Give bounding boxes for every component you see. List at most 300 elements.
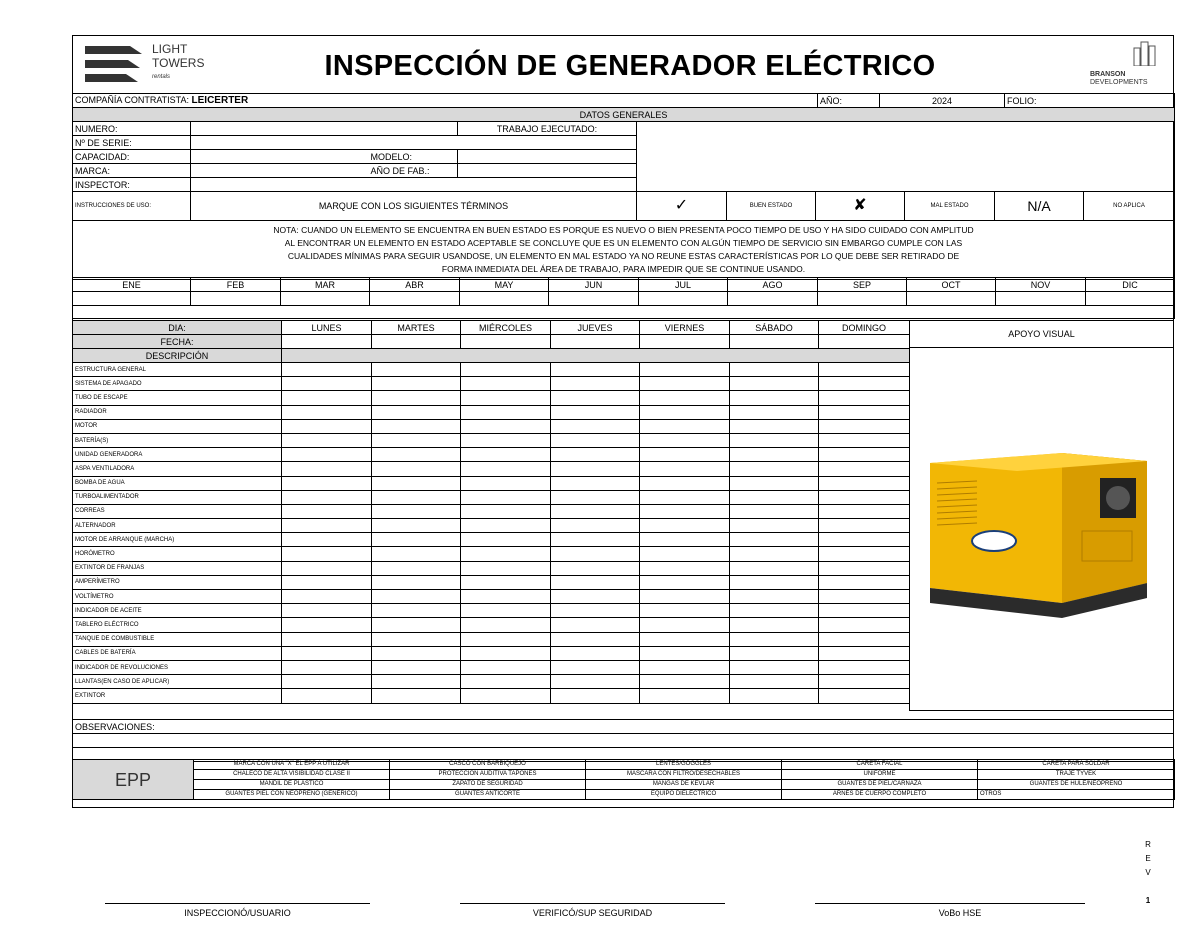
check-cell[interactable] <box>372 363 461 377</box>
check-cell[interactable] <box>372 632 461 646</box>
epp-item[interactable]: GUANTES ANTICORTE <box>390 790 586 800</box>
check-cell[interactable] <box>551 547 640 561</box>
inspection-row <box>73 519 910 533</box>
check-cell[interactable] <box>461 604 551 618</box>
light-towers-logo-mark <box>80 40 150 88</box>
month-cell[interactable] <box>549 292 639 306</box>
trabajo-label: TRABAJO EJECUTADO: <box>458 122 637 136</box>
note-line-1: NOTA: CUANDO UN ELEMENTO SE ENCUENTRA EN BUEN ESTADO ES PORQUE ES NUEVO O BIEN PRESENTA POCO TIEMPO DE USO Y HA SIDO CUIDADO CON AMPLITUD <box>273 225 974 235</box>
inspection-row <box>73 462 910 476</box>
check-cell[interactable] <box>819 519 910 533</box>
epp-label: EPP <box>73 760 194 800</box>
check-cell[interactable] <box>551 604 640 618</box>
epp-item[interactable]: GUANTES PIEL CON NEOPRENO (GENÉRICO) <box>194 790 390 800</box>
check-cell[interactable] <box>640 590 730 604</box>
check-cell[interactable] <box>461 660 551 674</box>
check-cell[interactable] <box>819 391 910 405</box>
item-label: VOLTÍMETRO <box>73 590 282 604</box>
check-cell[interactable] <box>640 660 730 674</box>
check-cell[interactable] <box>730 391 819 405</box>
datos-generales-table <box>72 107 1175 192</box>
epp-row <box>73 780 1175 790</box>
month-header: JUL <box>639 278 728 292</box>
check-cell[interactable] <box>372 433 461 447</box>
check-cell[interactable] <box>819 377 910 391</box>
month-header: JUN <box>549 278 639 292</box>
check-cell[interactable] <box>282 632 372 646</box>
check-cell[interactable] <box>819 561 910 575</box>
check-cell[interactable] <box>282 476 372 490</box>
check-cell[interactable] <box>819 675 910 689</box>
check-cell[interactable] <box>461 632 551 646</box>
check-cell[interactable] <box>461 675 551 689</box>
item-label: ASPA VENTILADORA <box>73 462 282 476</box>
date-cell[interactable] <box>461 335 551 349</box>
folio-label: FOLIO: <box>1005 94 1175 108</box>
check-cell[interactable] <box>819 660 910 674</box>
observaciones-table <box>72 719 1174 762</box>
check-cell[interactable] <box>730 419 819 433</box>
check-cell[interactable] <box>640 448 730 462</box>
check-cell[interactable] <box>461 391 551 405</box>
check-cell[interactable] <box>372 448 461 462</box>
item-label: INDICADOR DE ACEITE <box>73 604 282 618</box>
check-cell[interactable] <box>819 419 910 433</box>
check-cell[interactable] <box>819 547 910 561</box>
company-cell <box>73 94 818 108</box>
numero-field[interactable] <box>191 122 458 136</box>
check-cell[interactable] <box>819 618 910 632</box>
serie-label: Nº DE SERIE: <box>73 136 191 150</box>
date-cell[interactable] <box>551 335 640 349</box>
check-cell[interactable] <box>551 575 640 589</box>
note-line-2: AL ENCONTRAR UN ELEMENTO EN ESTADO ACEPTABLE SE CONCLUYE QUE ES UN ELEMENTO CON ALGÚN TIEMPO DE SERVICIO SIN EMBARGO CUMPLE CON LAS <box>284 238 963 248</box>
check-cell[interactable] <box>461 689 551 703</box>
inspection-row <box>73 363 910 377</box>
year-label: AÑO: <box>818 94 880 108</box>
check-cell[interactable] <box>282 561 372 575</box>
serie-field[interactable] <box>191 136 637 150</box>
check-cell[interactable] <box>640 675 730 689</box>
company-value[interactable]: LEICERTER <box>191 95 249 106</box>
check-cell[interactable] <box>730 604 819 618</box>
check-cell[interactable] <box>640 476 730 490</box>
check-cell[interactable] <box>461 590 551 604</box>
epp-item[interactable]: MASCARA CON FILTRO/DESECHABLES <box>586 770 782 780</box>
month-cell[interactable] <box>73 292 191 306</box>
check-cell[interactable] <box>372 405 461 419</box>
numero-label: NUMERO: <box>73 122 191 136</box>
check-cell[interactable] <box>730 363 819 377</box>
month-header: ENE <box>73 278 191 292</box>
check-cell[interactable] <box>730 547 819 561</box>
datos-section-header: DATOS GENERALES <box>73 108 1175 122</box>
check-cell[interactable] <box>461 448 551 462</box>
check-cell[interactable] <box>819 405 910 419</box>
observaciones-label: OBSERVACIONES: <box>73 720 1174 734</box>
check-cell[interactable] <box>282 490 372 504</box>
epp-row <box>73 790 1175 800</box>
check-cell[interactable] <box>372 490 461 504</box>
epp-table <box>72 759 1175 800</box>
logo-left-line2: TOWERS <box>152 56 205 70</box>
item-label: CABLES DE BATERÍA <box>73 646 282 660</box>
check-cell[interactable] <box>640 462 730 476</box>
check-cell[interactable] <box>640 377 730 391</box>
check-cell[interactable] <box>461 490 551 504</box>
check-cell[interactable] <box>819 433 910 447</box>
logo-left-line1: LIGHT <box>152 42 188 56</box>
item-label: UNIDAD GENERADORA <box>73 448 282 462</box>
month-cell[interactable] <box>818 292 907 306</box>
inspection-row <box>73 632 910 646</box>
generator-image <box>922 443 1152 623</box>
check-cell[interactable] <box>372 391 461 405</box>
check-cell[interactable] <box>819 448 910 462</box>
check-cell[interactable] <box>730 590 819 604</box>
modelo-field[interactable] <box>458 150 637 164</box>
check-cell[interactable] <box>372 462 461 476</box>
check-cell[interactable] <box>372 689 461 703</box>
check-cell[interactable] <box>640 490 730 504</box>
inspection-row <box>73 490 910 504</box>
check-cell[interactable] <box>461 405 551 419</box>
epp-item[interactable]: UNIFORME <box>782 770 978 780</box>
inspection-row <box>73 646 910 660</box>
check-cell[interactable] <box>461 618 551 632</box>
check-cell[interactable] <box>551 476 640 490</box>
check-cell[interactable] <box>640 519 730 533</box>
check-cell[interactable] <box>282 575 372 589</box>
check-cell[interactable] <box>640 433 730 447</box>
check-cell[interactable] <box>730 504 819 518</box>
check-cell[interactable] <box>819 476 910 490</box>
check-cell[interactable] <box>819 504 910 518</box>
check-cell[interactable] <box>640 419 730 433</box>
rev-number: 1 <box>1145 896 1151 905</box>
check-cell[interactable] <box>282 590 372 604</box>
epp-item[interactable]: CARETA PARA SOLDAR <box>978 760 1175 770</box>
check-cell[interactable] <box>730 660 819 674</box>
check-cell[interactable] <box>461 575 551 589</box>
page-title: INSPECCIÓN DE GENERADOR ELÉCTRICO <box>324 50 936 82</box>
check-cell[interactable] <box>551 377 640 391</box>
check-cell[interactable] <box>461 476 551 490</box>
epp-item[interactable]: EQUIPO DIELÉCTRICO <box>586 790 782 800</box>
month-cell[interactable] <box>907 292 996 306</box>
month-cell[interactable] <box>191 292 281 306</box>
epp-item[interactable]: CHALECO DE ALTA VISIBILIDAD CLASE II <box>194 770 390 780</box>
check-cell[interactable] <box>282 547 372 561</box>
check-cell[interactable] <box>819 646 910 660</box>
check-cell[interactable] <box>730 433 819 447</box>
inspector-field[interactable] <box>191 178 637 192</box>
check-cell[interactable] <box>819 590 910 604</box>
check-cell[interactable] <box>730 476 819 490</box>
check-cell[interactable] <box>461 377 551 391</box>
item-label: CORREAS <box>73 504 282 518</box>
epp-item[interactable]: GUANTES DE PIEL/CARNAZA <box>782 780 978 790</box>
check-cell[interactable] <box>372 547 461 561</box>
epp-item[interactable]: MARCA CON UNA "X" EL EPP A UTILIZAR <box>194 760 390 770</box>
check-cell[interactable] <box>819 533 910 547</box>
check-cell[interactable] <box>730 448 819 462</box>
check-cell[interactable] <box>730 462 819 476</box>
check-cell[interactable] <box>640 391 730 405</box>
capacidad-field[interactable] <box>191 150 369 164</box>
date-cell[interactable] <box>730 335 819 349</box>
month-cell[interactable] <box>728 292 818 306</box>
check-cell[interactable] <box>461 433 551 447</box>
check-cell[interactable] <box>730 689 819 703</box>
month-header: MAR <box>281 278 370 292</box>
check-cell[interactable] <box>551 618 640 632</box>
check-cell[interactable] <box>372 675 461 689</box>
check-cell[interactable] <box>551 660 640 674</box>
month-header: DIC <box>1086 278 1175 292</box>
check-cell[interactable] <box>551 590 640 604</box>
check-cell[interactable] <box>730 561 819 575</box>
check-cell[interactable] <box>730 490 819 504</box>
check-cell[interactable] <box>372 519 461 533</box>
dia-label: DIA: <box>73 321 282 335</box>
check-cell[interactable] <box>461 419 551 433</box>
check-cell[interactable] <box>551 391 640 405</box>
check-cell[interactable] <box>551 675 640 689</box>
check-cell[interactable] <box>819 604 910 618</box>
check-cell[interactable] <box>819 363 910 377</box>
check-cell[interactable] <box>372 377 461 391</box>
check-cell[interactable] <box>551 363 640 377</box>
inspection-row <box>73 590 910 604</box>
instructions-label: INSTRUCCIONES DE USO: <box>73 192 191 221</box>
check-cell[interactable] <box>282 419 372 433</box>
check-cell[interactable] <box>282 689 372 703</box>
check-cell[interactable] <box>640 646 730 660</box>
check-cell[interactable] <box>372 533 461 547</box>
check-cell[interactable] <box>730 533 819 547</box>
inspection-row <box>73 618 910 632</box>
check-cell[interactable] <box>730 675 819 689</box>
check-icon: ✓ <box>637 192 727 221</box>
check-cell[interactable] <box>461 504 551 518</box>
check-cell[interactable] <box>461 363 551 377</box>
month-cell[interactable] <box>639 292 728 306</box>
check-cell[interactable] <box>819 689 910 703</box>
item-label: EXTINTOR DE FRANJAS <box>73 561 282 575</box>
day-header: DOMINGO <box>819 321 910 335</box>
check-cell[interactable] <box>372 575 461 589</box>
check-cell[interactable] <box>282 675 372 689</box>
check-cell[interactable] <box>819 490 910 504</box>
check-cell[interactable] <box>551 433 640 447</box>
epp-item[interactable]: CARETA FACIAL <box>782 760 978 770</box>
check-cell[interactable] <box>640 561 730 575</box>
check-cell[interactable] <box>730 575 819 589</box>
visual-panel <box>909 348 1174 711</box>
note-line-3: CUALIDADES MÍNIMAS PARA SEGUIR USANDOSE, UN ELEMENTO EN MAL ESTADO YA NO REUNE ESTAS CARACTERÍSTICAS POR LO QUE DEBE SER RETIRADO DE <box>287 251 960 261</box>
check-cell[interactable] <box>551 462 640 476</box>
trabajo-field[interactable] <box>637 122 1175 192</box>
check-cell[interactable] <box>819 462 910 476</box>
check-cell[interactable] <box>730 646 819 660</box>
descripcion-header-fill <box>282 349 910 363</box>
check-cell[interactable] <box>372 660 461 674</box>
epp-item[interactable]: GUANTES DE HULE/NEOPRENO <box>978 780 1175 790</box>
epp-item[interactable]: ZAPATO DE SEGURIDAD <box>390 780 586 790</box>
check-cell[interactable] <box>640 547 730 561</box>
bad-label: MAL ESTADO <box>905 192 995 221</box>
check-cell[interactable] <box>282 519 372 533</box>
check-cell[interactable] <box>372 561 461 575</box>
inspection-row <box>73 377 910 391</box>
note-block <box>73 221 1175 280</box>
epp-item[interactable]: LENTES/GOGGLES <box>586 760 782 770</box>
check-cell[interactable] <box>640 575 730 589</box>
item-label: TURBOALIMENTADOR <box>73 490 282 504</box>
check-cell[interactable] <box>730 377 819 391</box>
check-cell[interactable] <box>551 504 640 518</box>
month-cell[interactable] <box>370 292 460 306</box>
check-cell[interactable] <box>461 462 551 476</box>
logo-right-line1: BRANSON <box>1090 71 1126 78</box>
item-label: LLANTAS(EN CASO DE APLICAR) <box>73 675 282 689</box>
epp-item[interactable]: MANGAS DE KEVLAR <box>586 780 782 790</box>
day-header: LUNES <box>282 321 372 335</box>
check-cell[interactable] <box>551 646 640 660</box>
check-cell[interactable] <box>282 504 372 518</box>
inspection-row <box>73 448 910 462</box>
check-cell[interactable] <box>640 405 730 419</box>
check-cell[interactable] <box>819 632 910 646</box>
month-header: ABR <box>370 278 460 292</box>
item-label: TUBO DE ESCAPE <box>73 391 282 405</box>
epp-item[interactable]: CASCO CON BARBIQUEJO <box>390 760 586 770</box>
epp-item[interactable]: ARNÉS DE CUERPO COMPLETO <box>782 790 978 800</box>
check-cell[interactable] <box>282 646 372 660</box>
check-cell[interactable] <box>551 419 640 433</box>
item-label: SISTEMA DE APAGADO <box>73 377 282 391</box>
check-cell[interactable] <box>551 533 640 547</box>
check-cell[interactable] <box>551 448 640 462</box>
month-cell[interactable] <box>1086 292 1175 306</box>
item-label: ESTRUCTURA GENERAL <box>73 363 282 377</box>
check-cell[interactable] <box>282 377 372 391</box>
check-cell[interactable] <box>819 575 910 589</box>
check-cell[interactable] <box>282 533 372 547</box>
item-label: HORÓMETRO <box>73 547 282 561</box>
check-cell[interactable] <box>640 618 730 632</box>
epp-item[interactable]: TRAJE TYVEK <box>978 770 1175 780</box>
check-cell[interactable] <box>282 391 372 405</box>
epp-item[interactable]: MANDIL DE PLÁSTICO <box>194 780 390 790</box>
check-cell[interactable] <box>551 632 640 646</box>
item-label: RADIADOR <box>73 405 282 419</box>
check-cell[interactable] <box>730 632 819 646</box>
descripcion-header: DESCRIPCIÓN <box>73 349 282 363</box>
check-cell[interactable] <box>551 561 640 575</box>
check-cell[interactable] <box>282 604 372 618</box>
check-cell[interactable] <box>730 618 819 632</box>
check-cell[interactable] <box>551 490 640 504</box>
item-label: MOTOR <box>73 419 282 433</box>
anio-fab-field[interactable] <box>458 164 637 178</box>
marca-field[interactable] <box>191 164 369 178</box>
day-header: JUEVES <box>551 321 640 335</box>
check-cell[interactable] <box>282 405 372 419</box>
check-cell[interactable] <box>461 547 551 561</box>
signature-label-3: VoBo HSE <box>938 908 982 918</box>
inspection-row <box>73 419 910 433</box>
check-cell[interactable] <box>372 646 461 660</box>
month-cell[interactable] <box>996 292 1086 306</box>
check-cell[interactable] <box>282 448 372 462</box>
date-cell[interactable] <box>282 335 372 349</box>
inspection-row <box>73 547 910 561</box>
check-cell[interactable] <box>461 533 551 547</box>
check-cell[interactable] <box>282 433 372 447</box>
check-cell[interactable] <box>372 618 461 632</box>
check-cell[interactable] <box>372 476 461 490</box>
check-cell[interactable] <box>282 618 372 632</box>
check-cell[interactable] <box>551 405 640 419</box>
check-cell[interactable] <box>640 689 730 703</box>
epp-item[interactable]: OTROS <box>978 790 1175 800</box>
month-header: MAY <box>460 278 549 292</box>
weekly-table <box>72 320 910 704</box>
date-cell[interactable] <box>372 335 461 349</box>
check-cell[interactable] <box>640 504 730 518</box>
item-label: BOMBA DE AGUA <box>73 476 282 490</box>
capacidad-label: CAPACIDAD: <box>73 150 191 164</box>
check-cell[interactable] <box>372 419 461 433</box>
check-cell[interactable] <box>551 689 640 703</box>
item-label: EXTINTOR <box>73 689 282 703</box>
check-cell[interactable] <box>282 660 372 674</box>
date-cell[interactable] <box>640 335 730 349</box>
month-cell[interactable] <box>281 292 370 306</box>
epp-row <box>73 770 1175 780</box>
check-cell[interactable] <box>372 590 461 604</box>
check-cell[interactable] <box>640 604 730 618</box>
check-cell[interactable] <box>372 604 461 618</box>
good-label: BUEN ESTADO <box>727 192 816 221</box>
item-label: BATERÍA(S) <box>73 433 282 447</box>
inspection-row <box>73 476 910 490</box>
inspection-row <box>73 561 910 575</box>
check-cell[interactable] <box>640 533 730 547</box>
check-cell[interactable] <box>640 363 730 377</box>
epp-item[interactable]: PROTECCIÓN AUDITIVA TAPONES <box>390 770 586 780</box>
check-cell[interactable] <box>282 462 372 476</box>
month-cell[interactable] <box>460 292 549 306</box>
check-cell[interactable] <box>551 519 640 533</box>
inspection-row <box>73 575 910 589</box>
check-cell[interactable] <box>282 363 372 377</box>
check-cell[interactable] <box>461 519 551 533</box>
check-cell[interactable] <box>372 504 461 518</box>
date-cell[interactable] <box>819 335 910 349</box>
check-cell[interactable] <box>461 646 551 660</box>
observaciones-line-1[interactable] <box>73 734 1174 748</box>
check-cell[interactable] <box>640 632 730 646</box>
item-label: ALTERNADOR <box>73 519 282 533</box>
year-value[interactable]: 2024 <box>880 94 1005 108</box>
check-cell[interactable] <box>730 405 819 419</box>
check-cell[interactable] <box>461 561 551 575</box>
item-label: TABLERO ELÉCTRICO <box>73 618 282 632</box>
check-cell[interactable] <box>730 519 819 533</box>
